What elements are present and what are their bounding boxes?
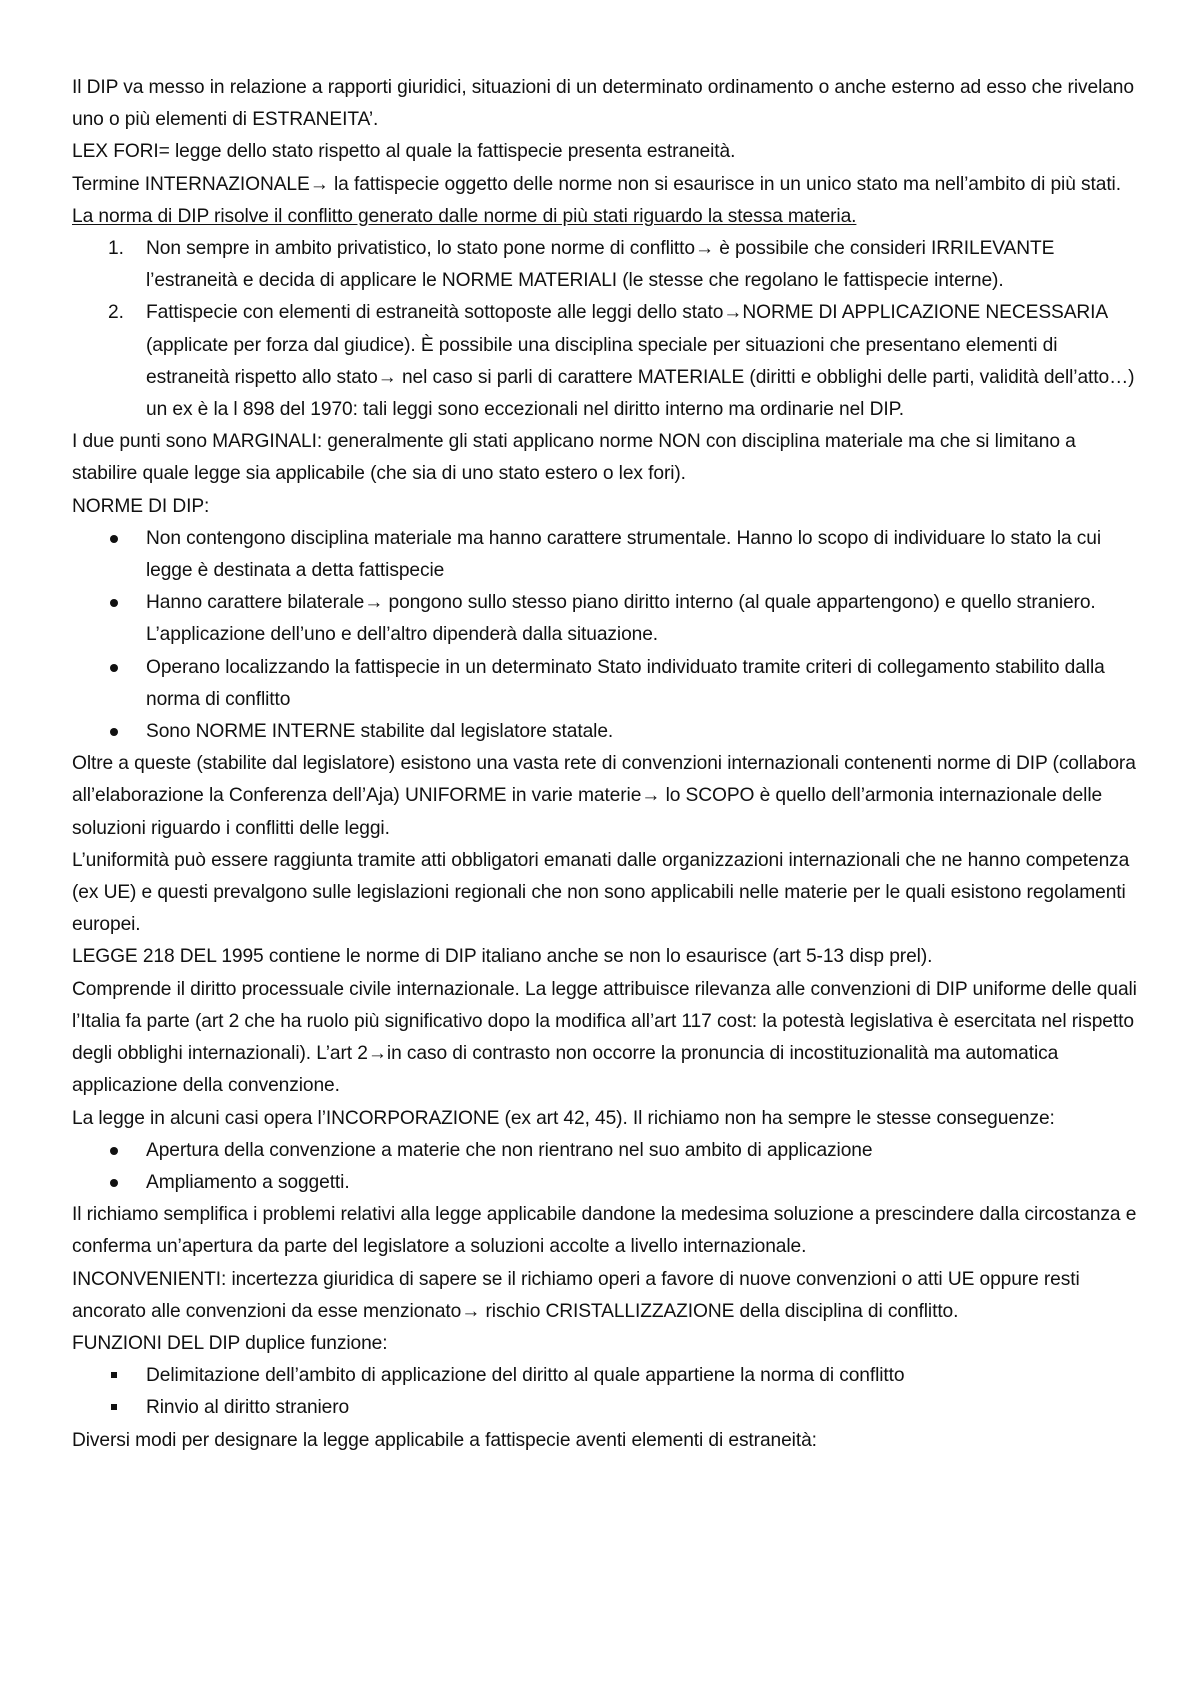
bullet-item-text: Apertura della convenzione a materie che non rientrano nel suo ambito di applicazione [146, 1139, 873, 1161]
bullet-dot-icon [110, 664, 118, 672]
bullet-item [72, 652, 1142, 716]
bullet-item [72, 1167, 1142, 1199]
list-number: 2. [108, 302, 124, 324]
bullet-square-icon [111, 1372, 117, 1378]
bullet-item [72, 1392, 1142, 1424]
paragraph-legge-218: LEGGE 218 DEL 1995 contiene le norme di DIP italiano anche se non lo esaurisce (art 5-13 disp prel). [72, 946, 933, 968]
bullet-item-text: Non contengono disciplina materiale ma hanno carattere strumentale. Hanno lo scopo di individuare lo stato la cui legge è destinata a detta fattispecie [146, 527, 1102, 582]
document-page [72, 72, 1142, 1457]
bullet-dot-icon [110, 599, 118, 607]
bullet-dot-icon [110, 1179, 118, 1187]
numbered-list [72, 233, 1142, 426]
bullet-item-text: Sono NORME INTERNE stabilite dal legislatore statale. [146, 721, 614, 743]
bullet-item-text: Operano localizzando la fattispecie in un determinato Stato individuato tramite criteri di collegamento stabilito dalla norma di conflitto [146, 656, 1105, 710]
bullet-item-text: Delimitazione dell’ambito di applicazione del diritto al quale appartiene la norma di conflitto [146, 1365, 905, 1387]
bullet-dot-icon [110, 535, 118, 543]
heading-funzioni: FUNZIONI DEL DIP duplice funzione: [72, 1332, 388, 1354]
paragraph-internazionale [72, 169, 1142, 233]
bullet-item [72, 523, 1142, 587]
paragraph-internazionale-text: Termine INTERNAZIONALE→ la fattispecie oggetto delle norme non si esaurisce in un unico stato ma nell’ambito di più stati. [72, 173, 1121, 195]
bullet-item [72, 1135, 1142, 1167]
bullet-item-text: Hanno carattere bilaterale→ pongono sullo stesso piano diritto interno (al quale appartengono) e quello straniero. L’applicazione dell’uno e dell’altro dipenderà dalla situazione. [146, 592, 1096, 646]
bullet-item [72, 716, 1142, 748]
bullet-item [72, 587, 1142, 651]
bullet-item-text: Rinvio al diritto straniero [146, 1397, 350, 1419]
paragraph-intro: Il DIP va messo in relazione a rapporti giuridici, situazioni di un determinato ordinamento o anche esterno ad esso che rivelano uno o più elementi di ESTRANEITA’. [72, 77, 1134, 131]
bullet-item-text: Ampliamento a soggetti. [146, 1171, 350, 1193]
conseguenze-bullet-list [72, 1135, 1142, 1199]
norme-bullet-list [72, 523, 1142, 748]
numbered-item [72, 233, 1142, 297]
paragraph-marginali: I due punti sono MARGINALI: generalmente gli stati applicano norme NON con disciplina materiale ma che si limitano a stabilire quale legge sia applicabile (che sia di uno stato estero o lex fori). [72, 431, 1076, 485]
paragraph-richiamo: Il richiamo semplifica i problemi relativi alla legge applicabile dandone la medesima soluzione a prescindere dalla circostanza e conferma un’apertura da parte del legislatore a soluzioni accolte a livello internazionale. [72, 1204, 1137, 1258]
paragraph-inconvenienti: INCONVENIENTI: incertezza giuridica di sapere se il richiamo operi a favore di nuove convenzioni o atti UE oppure resti ancorato alle convenzioni da esse menzionato→ rischio CRISTALLIZZAZIONE della disciplina di conflitto. [72, 1268, 1080, 1322]
paragraph-processuale: Comprende il diritto processuale civile internazionale. La legge attribuisce rilevanza alle convenzioni di DIP uniforme delle quali l’Italia fa parte (art 2 che ha ruolo più significativo dopo la modifica all’art 117 cost: la potestà legislativa è esercitata nel rispetto degli obblighi internazionali). L’art 2→in caso di contrasto non occorre la pronuncia di incostituzionalità ma automatica applicazione della convenzione. [72, 978, 1137, 1097]
underlined-sentence: La norma di DIP risolve il conflitto generato dalle norme di più stati riguardo la stessa materia. [72, 205, 857, 227]
heading-norme-di-dip: NORME DI DIP: [72, 495, 210, 517]
numbered-item-text: Fattispecie con elementi di estraneità sottoposte alle leggi dello stato→NORME DI APPLICAZIONE NECESSARIA (applicate per forza dal giudice). È possibile una disciplina speciale per situazioni che presentano elementi di estraneità rispetto allo stato→ nel caso si parli di carattere MATERIALE (diritti e obblighi delle parti, validità dell’atto…) un ex è la l 898 del 1970: tali leggi sono eccezionali nel diritto interno ma ordinarie nel DIP. [146, 302, 1135, 421]
numbered-item-text: Non sempre in ambito privatistico, lo stato pone norme di conflitto→ è possibile che consideri IRRILEVANTE l’estraneità e decida di applicare le NORME MATERIALI (le stesse che regolano le fattispecie interne). [146, 238, 1055, 292]
list-number: 1. [108, 238, 124, 260]
paragraph-lex-fori: LEX FORI= legge dello stato rispetto al quale la fattispecie presenta estraneità. [72, 141, 736, 163]
bullet-dot-icon [110, 728, 118, 736]
bullet-dot-icon [110, 1147, 118, 1155]
paragraph-diversi-modi: Diversi modi per designare la legge applicabile a fattispecie aventi elementi di estraneità: [72, 1429, 817, 1451]
paragraph-incorporazione: La legge in alcuni casi opera l’INCORPORAZIONE (ex art 42, 45). Il richiamo non ha sempre le stesse conseguenze: [72, 1107, 1055, 1129]
bullet-square-icon [111, 1404, 117, 1410]
bullet-item [72, 1360, 1142, 1392]
numbered-item [72, 297, 1142, 426]
paragraph-uniformita: L’uniformità può essere raggiunta tramite atti obbligatori emanati dalle organizzazioni internazionali che ne hanno competenza (ex UE) e questi prevalgono sulle legislazioni regionali che non sono applicabili nelle materie per le quali esistono regolamenti europei. [72, 849, 1130, 936]
paragraph-convenzioni: Oltre a queste (stabilite dal legislatore) esistono una vasta rete di convenzioni internazionali contenenti norme di DIP (collabora all’elaborazione la Conferenza dell’Aja) UNIFORME in varie materie→ lo SCOPO è quello dell’armonia internazionale delle soluzioni riguardo i conflitti delle leggi. [72, 753, 1136, 839]
funzioni-bullet-list [72, 1360, 1142, 1424]
